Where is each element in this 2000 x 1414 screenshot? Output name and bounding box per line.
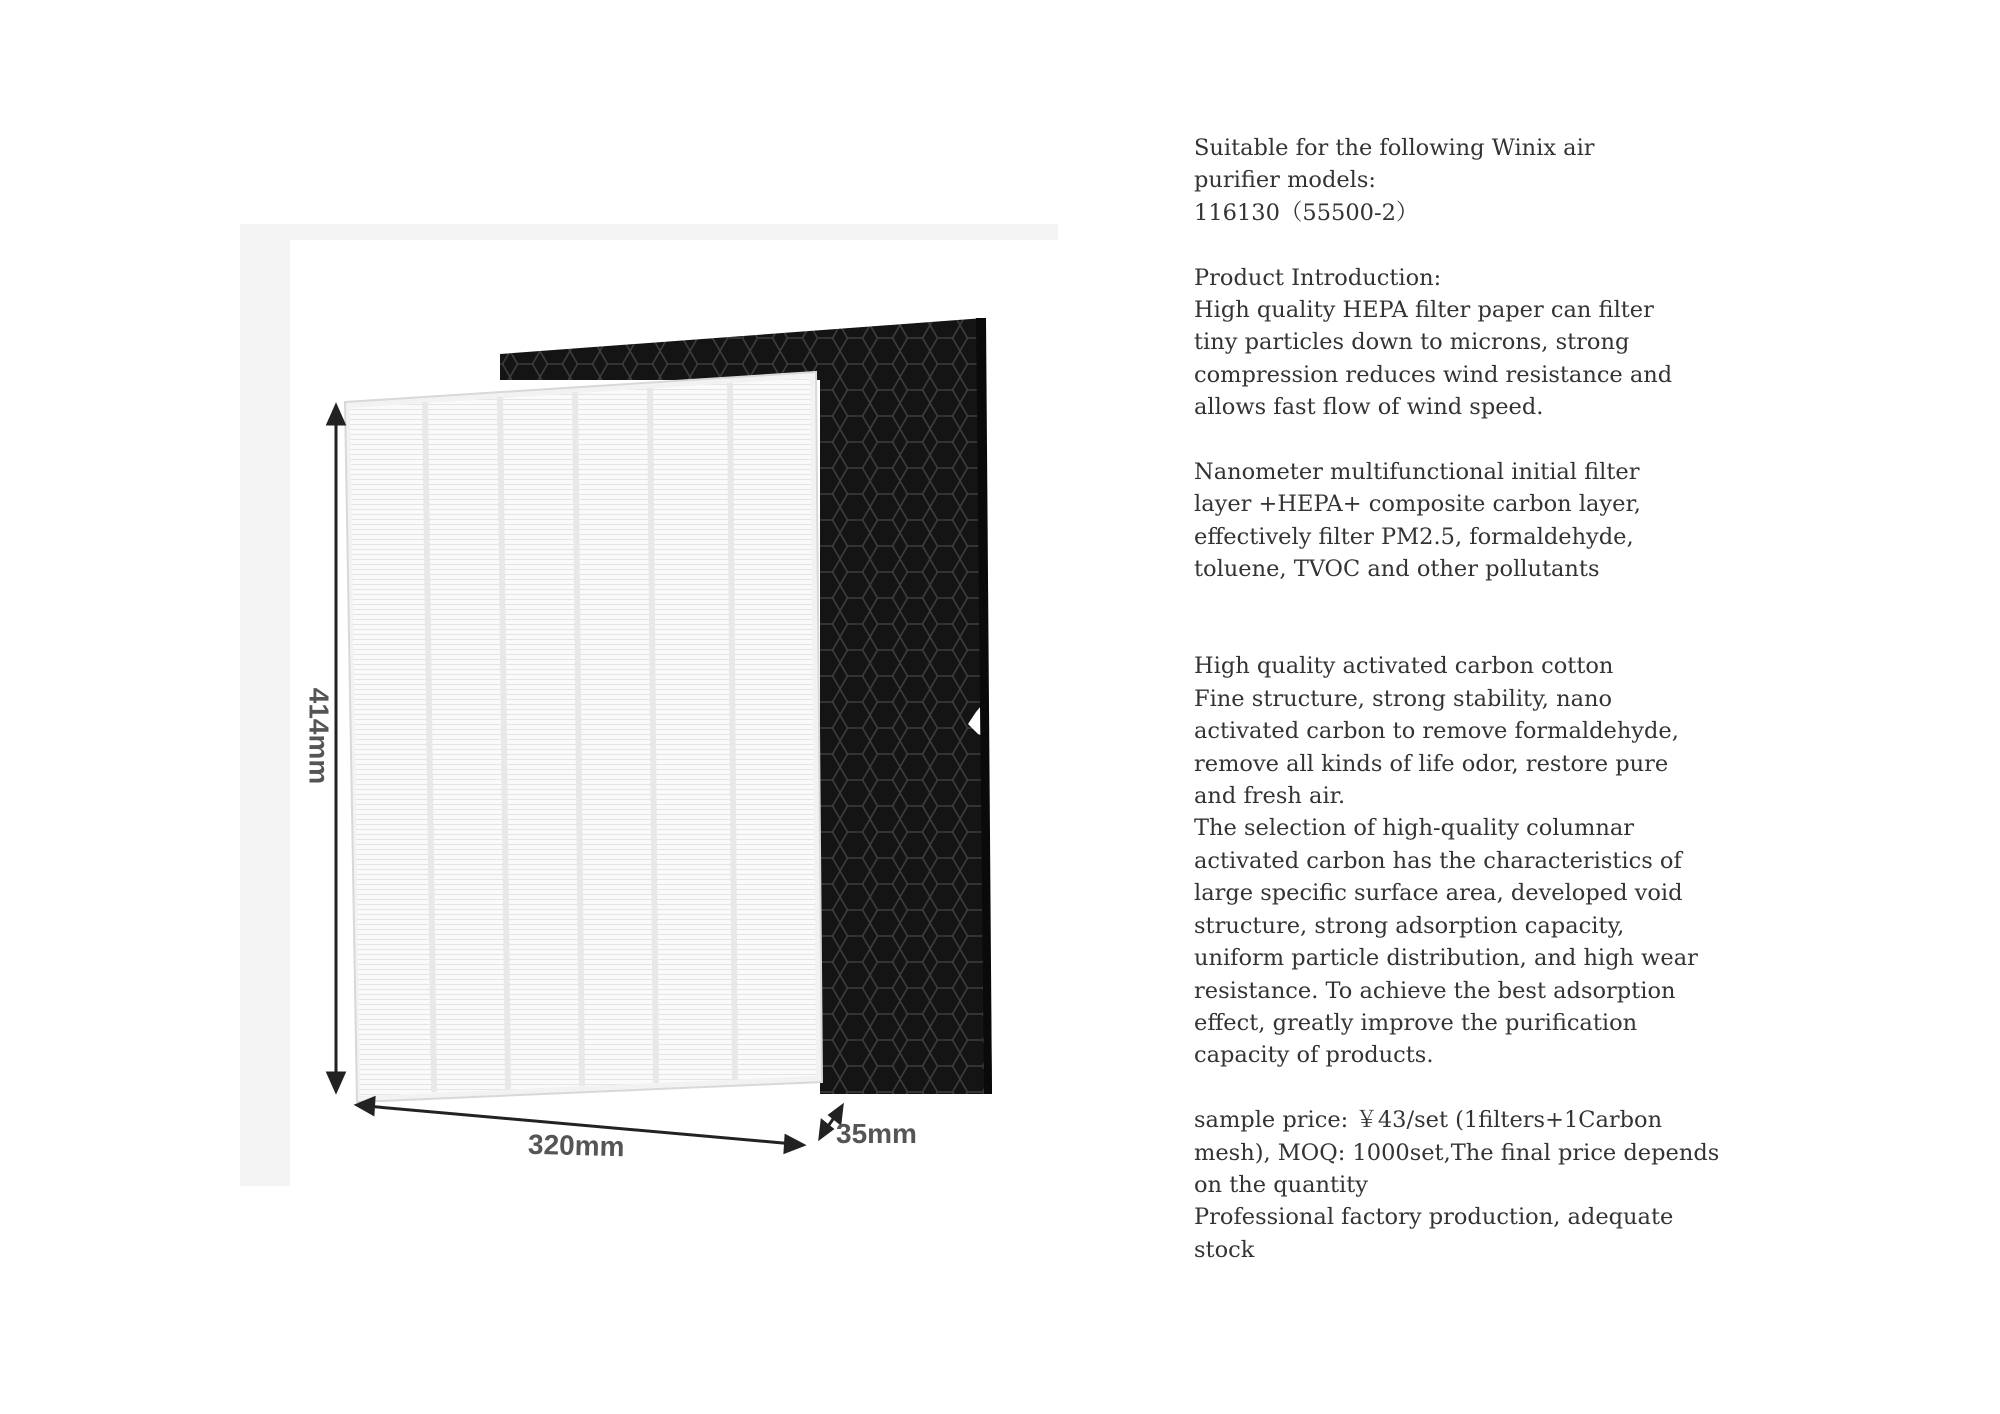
compatible-model: 116130（55500-2）	[1194, 199, 1419, 226]
compatibility-section	[1194, 132, 1914, 229]
pricing-line: Professional factory production, adequate	[1194, 1204, 1674, 1231]
carbon-cotton-line: activated carbon to remove formaldehyde,	[1194, 718, 1679, 745]
carbon-cotton-line: and fresh air.	[1194, 783, 1346, 810]
introduction-line: compression reduces wind resistance and	[1194, 361, 1673, 388]
nanometer-line: Nanometer multifunctional initial filter	[1194, 459, 1640, 486]
nanometer-line: toluene, TVOC and other pollutants	[1194, 556, 1600, 583]
pricing-line: stock	[1194, 1236, 1255, 1263]
introduction-heading: Product Introduction:	[1194, 264, 1442, 291]
pricing-line: mesh), MOQ: 1000set,The final price depends	[1194, 1139, 1720, 1166]
pricing-line: sample price: ￥43/set (1filters+1Carbon	[1194, 1107, 1663, 1134]
introduction-line: High quality HEPA filter paper can filter	[1194, 297, 1654, 324]
carbon-cotton-line: structure, strong adsorption capacity,	[1194, 912, 1625, 939]
carbon-cotton-line: The selection of high-quality columnar	[1194, 815, 1635, 842]
nanometer-line: layer +HEPA+ composite carbon layer,	[1194, 491, 1641, 518]
carbon-cotton-line: uniform particle distribution, and high wear	[1194, 945, 1698, 972]
nanometer-line: effectively filter PM2.5, formaldehyde,	[1194, 523, 1634, 550]
depth-dimension-label: 35mm	[836, 1118, 917, 1149]
pricing-line: on the quantity	[1194, 1171, 1368, 1198]
height-dimension-label: 414mm	[303, 687, 335, 785]
width-dimension-label: 320mm	[527, 1128, 625, 1163]
pricing-section	[1194, 1104, 1914, 1266]
carbon-cotton-line: High quality activated carbon cotton	[1194, 653, 1614, 680]
compatibility-heading: Suitable for the following Winix air	[1194, 135, 1595, 161]
introduction-line: allows fast flow of wind speed.	[1194, 394, 1544, 421]
carbon-cotton-line: remove all kinds of life odor, restore pure	[1194, 750, 1669, 777]
carbon-cotton-line: resistance. To achieve the best adsorption	[1194, 977, 1676, 1004]
carbon-cotton-line: capacity of products.	[1194, 1042, 1434, 1069]
carbon-cotton-line: Fine structure, strong stability, nano	[1194, 685, 1613, 712]
nanometer-layer-section	[1194, 456, 1914, 586]
introduction-line: tiny particles down to microns, strong	[1194, 329, 1630, 356]
carbon-cotton-line: large specific surface area, developed void	[1194, 880, 1683, 907]
product-description	[1194, 132, 1914, 1266]
compatibility-heading-continued: purifier models:	[1194, 167, 1376, 194]
carbon-cotton-line: activated carbon has the characteristics of	[1194, 847, 1682, 874]
carbon-cotton-section	[1194, 650, 1914, 1071]
introduction-section	[1194, 262, 1914, 424]
carbon-cotton-line: effect, greatly improve the purification	[1194, 1009, 1638, 1036]
